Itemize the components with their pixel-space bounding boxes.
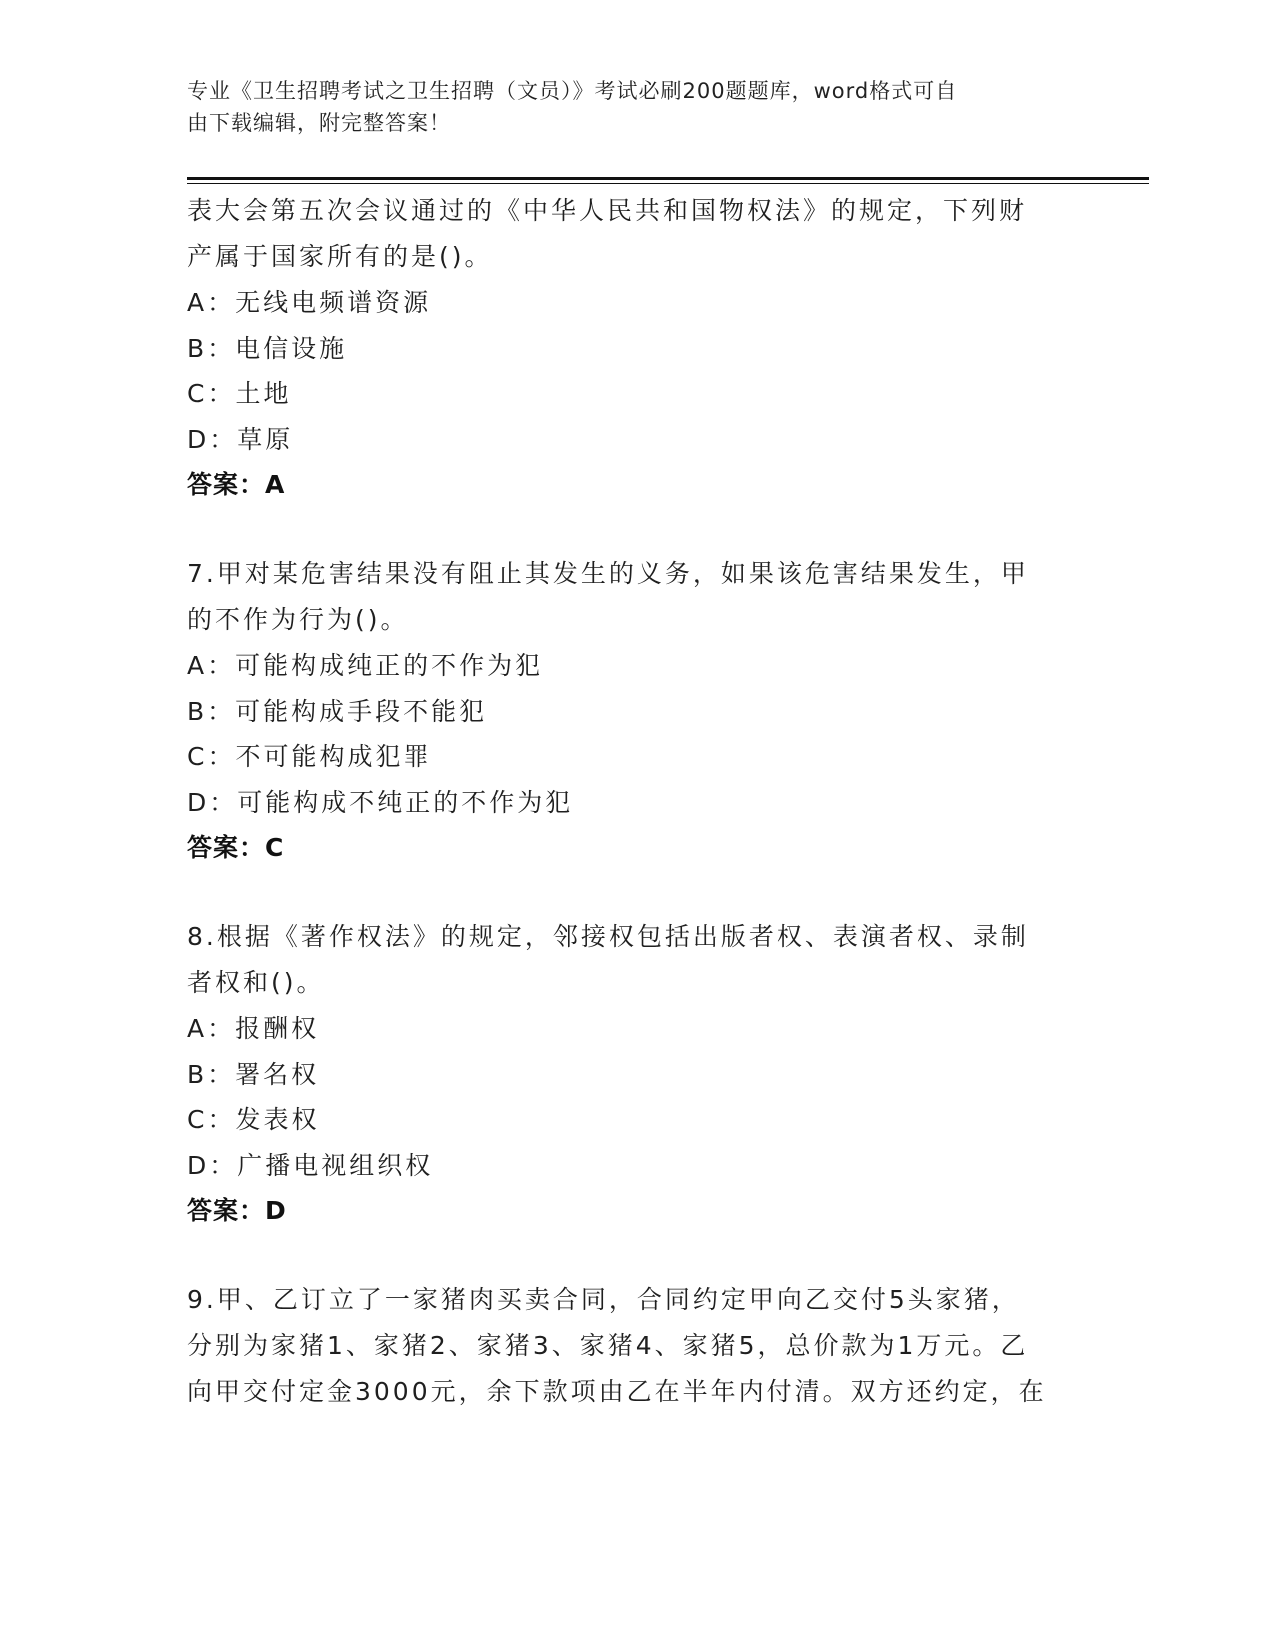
- option-b: B：可能构成手段不能犯: [187, 696, 488, 726]
- question-7: [187, 551, 1087, 870]
- document-header: [187, 75, 1087, 139]
- option-d: D：广播电视组织权: [187, 1150, 434, 1180]
- option-d: D：可能构成不纯正的不作为犯: [187, 787, 574, 817]
- header-divider-thin: [187, 183, 1149, 184]
- answer-line: 答案：C: [187, 833, 285, 862]
- question-spacer: [187, 1233, 1087, 1277]
- question-list: [187, 188, 1087, 1415]
- header-divider-thick: [187, 177, 1149, 180]
- question-6: [187, 188, 1087, 507]
- option-c: C：发表权: [187, 1105, 320, 1134]
- question-stem-line: 的不作为行为()。: [187, 605, 409, 634]
- question-stem-line: 者权和()。: [187, 968, 325, 997]
- header-line-1: 专业《卫生招聘考试之卫生招聘（文员）》考试必刷200题题库，word格式可自: [187, 79, 958, 103]
- question-stem-line: 分别为家猪1、家猪2、家猪3、家猪4、家猪5，总价款为1万元。乙: [187, 1331, 1029, 1360]
- option-b: B：电信设施: [187, 333, 348, 363]
- question-stem-line: 7.甲对某危害结果没有阻止其发生的义务，如果该危害结果发生，甲: [187, 559, 1029, 588]
- option-a: A：可能构成纯正的不作为犯: [187, 651, 544, 680]
- option-b: B：署名权: [187, 1059, 320, 1089]
- question-stem-line: 表大会第五次会议通过的《中华人民共和国物权法》的规定，下列财: [187, 196, 1028, 225]
- question-stem-line: 向甲交付定金3000元，余下款项由乙在半年内付清。双方还约定，在: [187, 1377, 1047, 1406]
- option-c: C：不可能构成犯罪: [187, 742, 432, 771]
- option-a: A：无线电频谱资源: [187, 288, 432, 317]
- question-spacer: [187, 870, 1087, 914]
- option-d: D：草原: [187, 424, 294, 454]
- question-stem-line: 产属于国家所有的是()。: [187, 242, 493, 271]
- question-stem-line: 9.甲、乙订立了一家猪肉买卖合同，合同约定甲向乙交付5头家猪，: [187, 1285, 1020, 1314]
- option-a: A：报酬权: [187, 1014, 320, 1043]
- answer-line: 答案：D: [187, 1196, 287, 1225]
- question-9: [187, 1277, 1087, 1415]
- question-8: [187, 914, 1087, 1233]
- header-line-2: 由下载编辑，附完整答案！: [187, 111, 451, 135]
- question-stem-line: 8.根据《著作权法》的规定，邻接权包括出版者权、表演者权、录制: [187, 922, 1029, 951]
- option-c: C：土地: [187, 379, 292, 408]
- question-spacer: [187, 507, 1087, 551]
- answer-line: 答案：A: [187, 470, 286, 499]
